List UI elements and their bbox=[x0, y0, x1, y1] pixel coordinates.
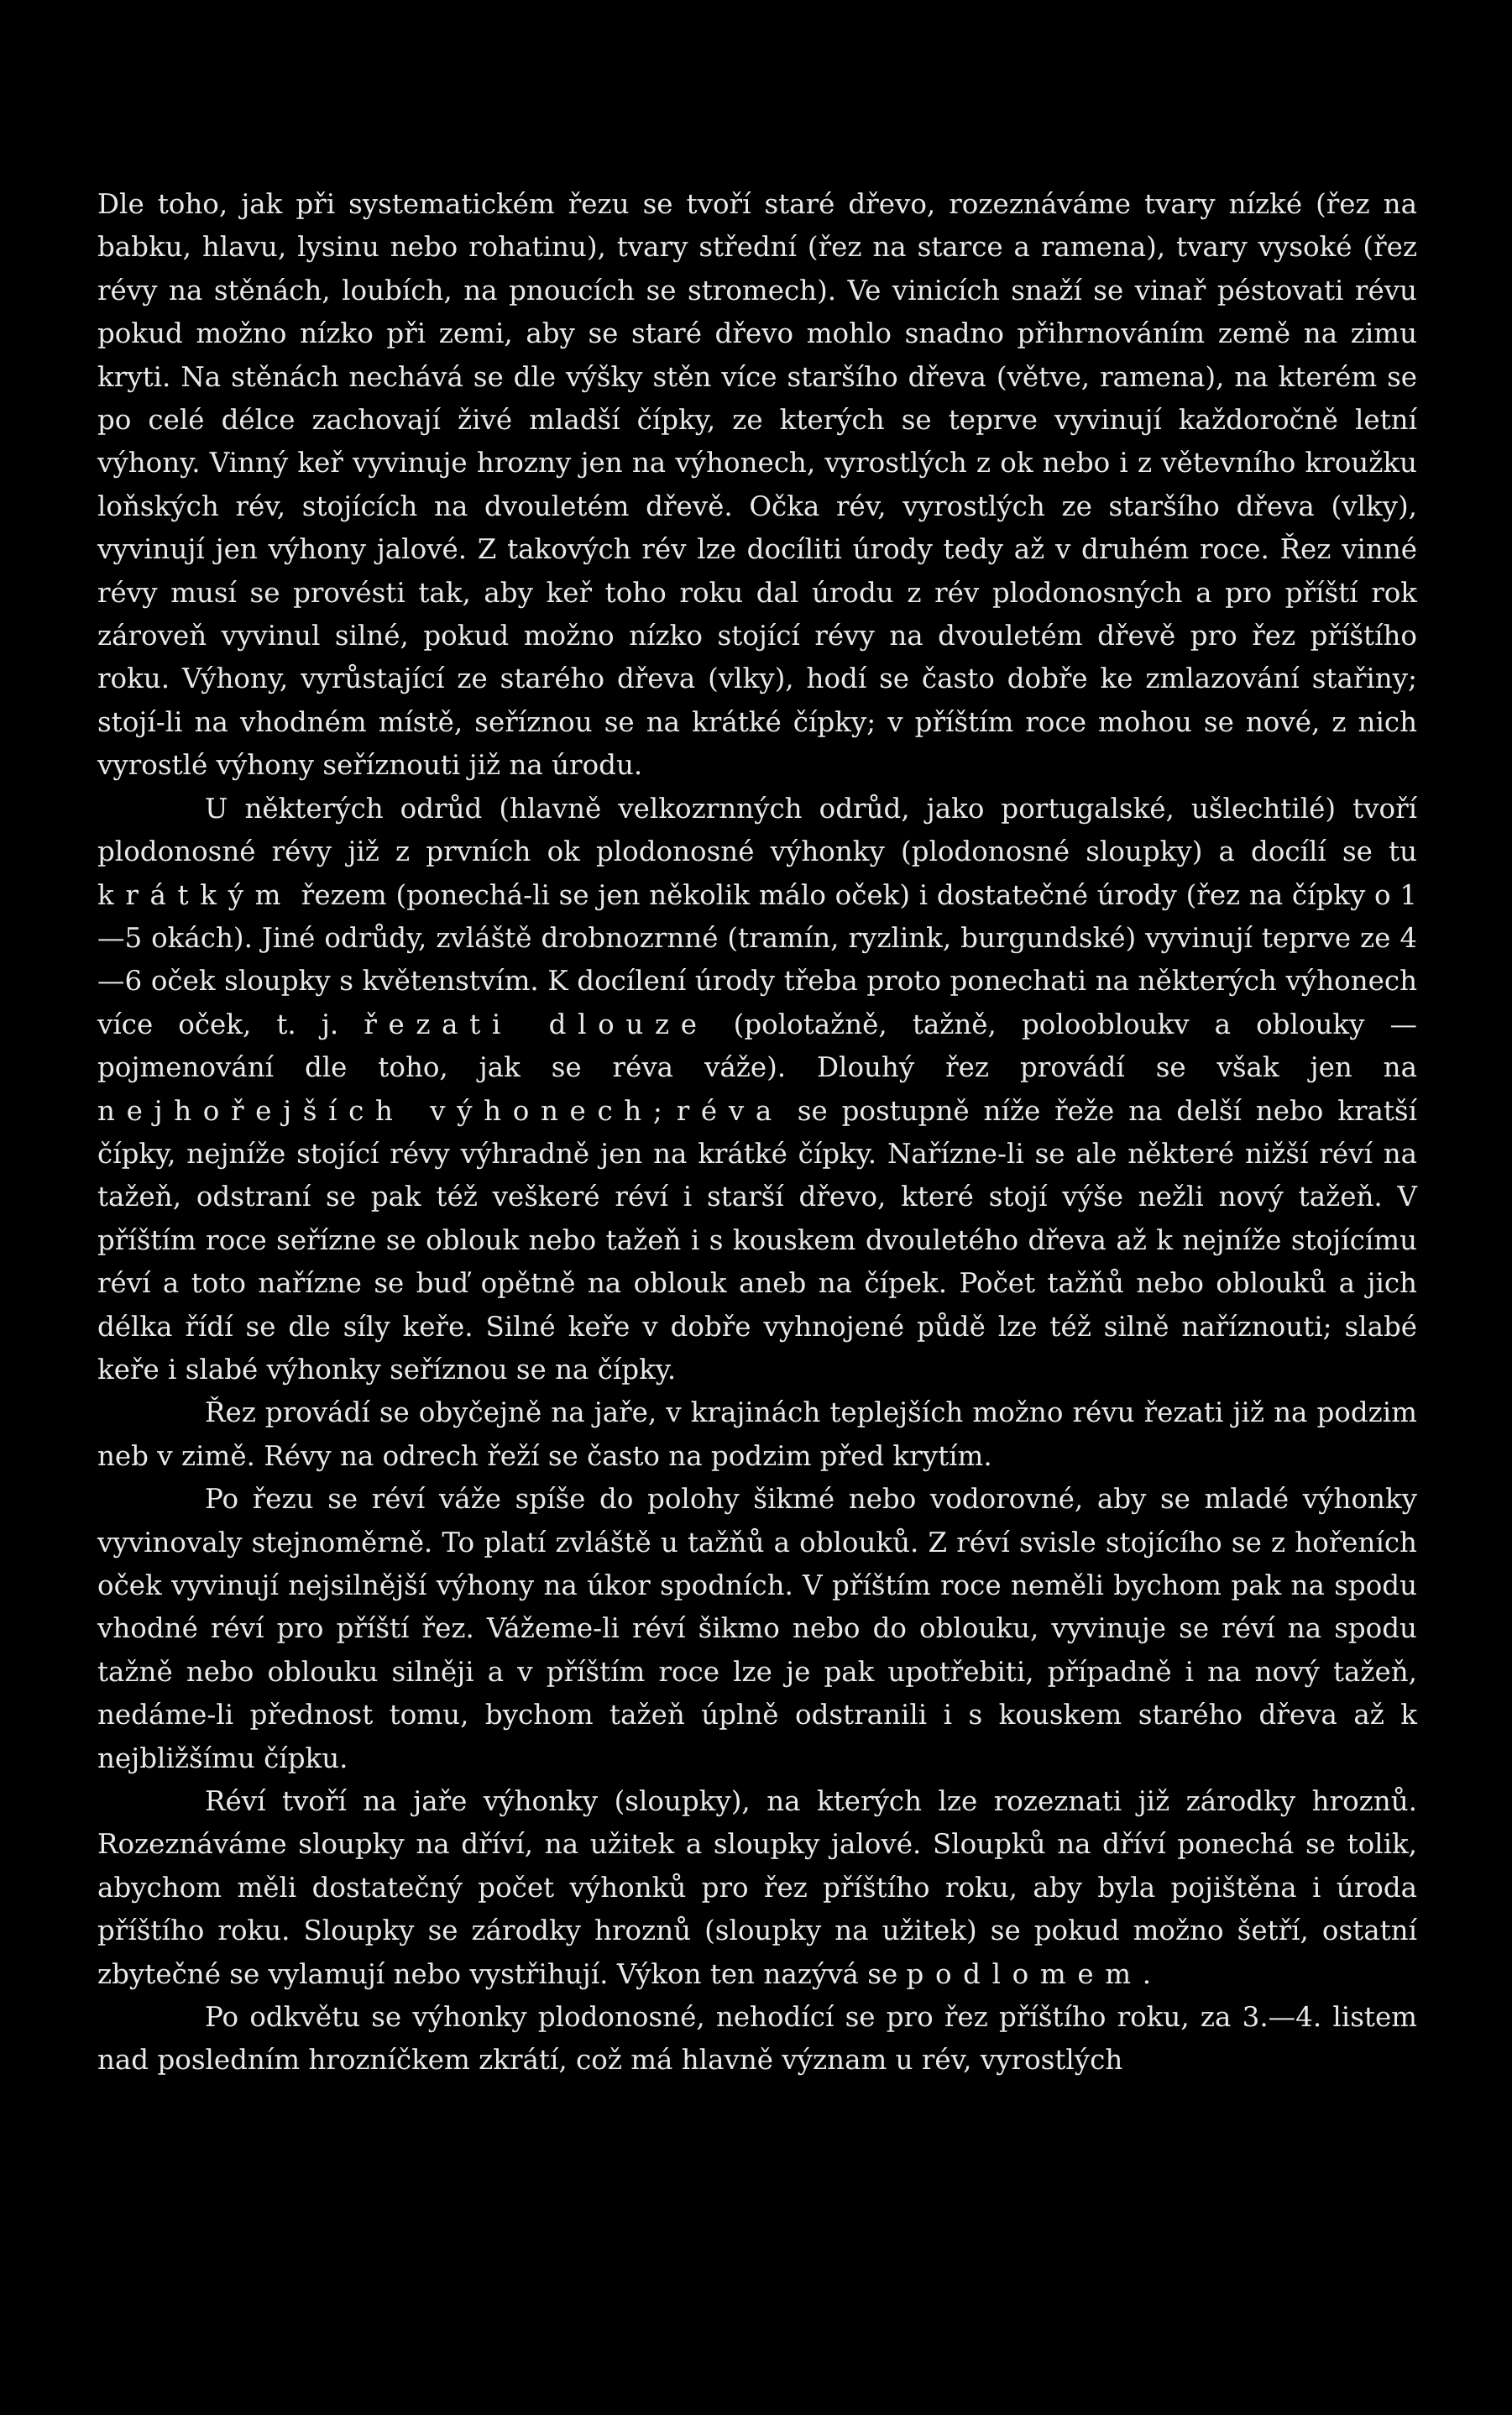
paragraph-4: Po řezu se réví váže spíše do polohy šikmé nebo vodorovné, aby se mladé výhonky vyvinovaly stejnoměrně. To platí zvláště u tažňů a oblouků. Z réví svisle stojícího se z hořeních oček vyvinují nejsilnější výhony na úkor spodních. V příštím roce neměli bychom pak na spodu vhodné réví pro příští řez. Vážeme-li réví šikmo nebo do oblouku, vyvinuje se réví na spodu tažně nebo oblouku silněji a v příštím roce lze je pak upotřebiti, případně i na nový tažeň, nedáme-li přednost tomu, bychom tažeň úplně odstranili i s kouskem starého dřeva až k nejbližšímu čípku. bbox=[97, 1483, 1417, 1774]
paragraph-1: Dle toho, jak při systematickém řezu se tvoří staré dřevo, rozeznáváme tvary nízké (řez na babku, hlavu, lysinu nebo rohatinu), tvary střední (řez na starce a ramena), tvary vysoké (řez révy na stěnách, loubích, na pnoucích se stromech). Ve vinicích snaží se vinař péstovati révu pokud možno nízko při zemi, aby se staré dřevo mohlo snadno přihrnováním země na zimu kryti. Na stěnách nechává se dle výšky stěn více staršího dřeva (větve, ramena), na kterém se po celé délce zachovají živé mladší čípky, ze kterých se teprve vyvinují každoročně letní výhony. Vinný keř vyvinuje hrozny jen na výhonech, vyrostlých z ok nebo i z větevního kroužku loňských rév, stojících na dvouletém dřevě. Očka rév, vyrostlých ze staršího dřeva (vlky), vyvinují jen výhony jalové. Z takových rév lze docíliti úrody tedy až v druhém roce. Řez vinné révy musí se provésti tak, aby keř toho roku dal úrodu z rév plodonosných a pro příští rok zároveň vyvinul silné, pokud možno nízko stojící révy na dvouletém dřevě pro řez příštího roku. Výhony, vyrůstající ze starého dřeva (vlky), hodí se často dobře ke zmlazování stařiny; stojí-li na vhodném místě, seříznou se na krátké čípky; v příštím roce mohou se nové, z nich vyrostlé výhony seříznouti již na úrodu. bbox=[97, 188, 1417, 782]
paragraph-2-part-i: se postupně níže řeže na delší nebo kratší čípky, nejníže stojící révy výhradně jen na krátké čípky. Nařízne-li se ale některé nižší réví na tažeň, odstraní se pak též veškeré réví i starší dřevo, které stojí výše nežli nový tažeň. V příštím roce seřízne se oblouk nebo tažeň i s kouskem dvouletého dřeva až k nejníže stojícímu réví a toto nařízne se buď opětně na oblouk aneb na čípek. Počet tažňů nebo oblouků a jich délka řídí se dle síly keře. Silné keře v dobře vyhnojené půdě lze též silně naříznouti; slabé keře i slabé výhonky seříznou se na čípky. bbox=[97, 1094, 1417, 1386]
paragraph-5-part-a: Réví tvoří na jaře výhonky (sloupky), na kterých lze rozeznati již zárodky hroznů. Rozeznáváme sloupky na dříví, na užitek a sloupky jalové. Sloupků na dříví ponechá se tolik, abychom měli dostatečný počet výhonků pro řez příštího roku, aby byla pojištěna i úroda příštího roku. Sloupky se zárodky hroznů (sloupky na užitek) se pokud možno šetří, ostatní zbytečné se vylamují nebo vystřihují. Výkon ten nazývá se bbox=[97, 1785, 1417, 1990]
paragraph-2-part-c: řezem (ponechá-li se jen několik málo oček) i dostatečné úrody (řez na čípky o 1—5 okách). Jiné odrůdy, zvláště drobnozrnné (tramín, ryzlink, burgundské) vyvinují teprve ze 4—6 oček sloupky s květenstvím. K docílení úrody třeba proto ponechati na některých výhonech více oček, t. j. bbox=[97, 878, 1417, 1040]
paragraph-2-part-g: ; bbox=[652, 1094, 677, 1127]
emphasis-podlomem: podlomem bbox=[906, 1957, 1143, 1990]
document-text bbox=[97, 183, 1417, 2082]
emphasis-reva: réva bbox=[676, 1094, 783, 1127]
paragraph-2 bbox=[97, 788, 1417, 1392]
paragraph-2-part-e: (polotažně, tažně, poloobloukv a oblouky — pojmenování dle toho, jak se réva váže). Dlouhý řez provádí se však jen na bbox=[97, 1008, 1417, 1084]
paragraph-6: Po odkvětu se výhonky plodonosné, nehodící se pro řez příštího roku, za 3.—4. listem nad posledním hrozníčkem zkrátí, což má hlavně význam u rév, vyrostlých bbox=[97, 2001, 1417, 2077]
paragraph-5-part-c: . bbox=[1142, 1957, 1152, 1990]
emphasis-rezati-dlouze: řezati dlouze bbox=[364, 1008, 709, 1040]
paragraph-5 bbox=[97, 1780, 1417, 1996]
emphasis-kratkym: krátkým bbox=[97, 878, 293, 911]
emphasis-nejhorejsich-vyhonech: nejhořejších výhonech bbox=[97, 1094, 653, 1127]
paragraph-3: Řez provádí se obyčejně na jaře, v krajinách teplejších možno révu řezati již na podzim neb v zimě. Révy na odrech řeží se často na podzim před krytím. bbox=[97, 1396, 1417, 1472]
paragraph-2-part-a: U některých odrůd (hlavně velkozrnných odrůd, jako portugalské, ušlechtilé) tvoří plodonosné révy již z prvních ok plodonosné výhonky (plodonosné sloupky) a docílí se tu bbox=[97, 792, 1417, 868]
